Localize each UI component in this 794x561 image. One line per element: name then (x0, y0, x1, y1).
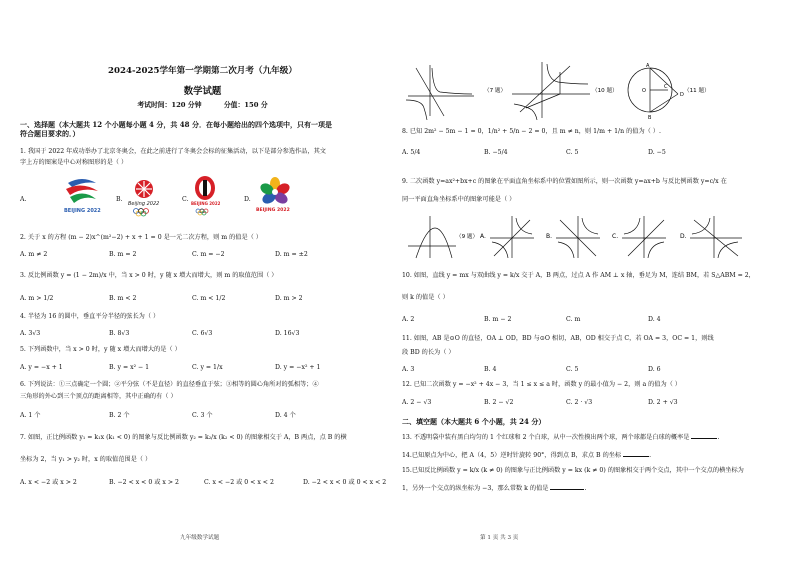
q10-line2: 则 k 的值是（ ） (402, 293, 449, 301)
fig11-label-o: O (642, 88, 646, 94)
q4-option-a[interactable]: A. 3√3 (20, 330, 41, 337)
logo-d-text: BEIJING 2022 (256, 208, 290, 213)
q7-option-a[interactable]: A. x < −2 或 x > 2 (20, 479, 77, 486)
q2-options (20, 251, 355, 259)
q4-option-d[interactable]: D. 16√3 (275, 330, 300, 337)
section1-heading (20, 121, 390, 139)
q11-option-c[interactable]: C. 5 (566, 366, 579, 373)
q15-line1: 15.已知反比例函数 y = k/x (k ≠ 0) 的图象与正比例函数 y = kx (k ≠ 0) 的图象相交于两个交点，其中一个交点的横坐标为 (402, 467, 744, 474)
logo-c-icon (190, 175, 220, 217)
q9-option-a[interactable]: A. (480, 233, 486, 240)
q10-options (402, 316, 730, 324)
q14-text: 14.已知原点为中心，把 A（4，5）逆时针旋转 90°，得到点 B，求点 B 的坐标 (402, 452, 622, 459)
logo-c-text: BEIJING 2022 (191, 201, 220, 206)
exam-time: 考试时间：120 分钟 (137, 101, 202, 109)
q2-option-d[interactable]: D. m = ±2 (275, 251, 308, 258)
q6-line1: 6. 下列说法：①三点确定一个圆；②平分弦（不是直径）的直径垂直于弦；③相等的圆心角所对的弧相等；④ (20, 381, 319, 388)
q1-option-b[interactable]: B. (116, 196, 123, 203)
figure-11-icon (628, 68, 678, 112)
q4-option-b[interactable]: B. 8√3 (109, 330, 130, 337)
q9-option-c-graph-icon (622, 216, 666, 258)
question-11 (402, 335, 777, 357)
q2-option-b[interactable]: B. m = 2 (109, 251, 137, 258)
section2-heading: 二、填空题（本大题共 6 个小题，共 24 分） (402, 417, 546, 426)
q1-option-a[interactable]: A. (20, 196, 27, 203)
q6-option-d[interactable]: D. 4 个 (275, 412, 296, 419)
q11-option-a[interactable]: A. 3 (402, 366, 415, 373)
q9-option-a-graph-icon (490, 216, 534, 258)
logo-b-text: Beijing 2022 (128, 201, 160, 207)
q2-option-c[interactable]: C. m = −2 (192, 251, 225, 258)
exam-title: 2024-2025学年第一学期第二次月考（九年级） (108, 66, 297, 76)
figure-10-icon (512, 62, 590, 120)
question-1 (20, 148, 390, 167)
q5-option-b[interactable]: B. y = x² − 1 (109, 364, 150, 371)
fig11-label-c: C (664, 84, 668, 90)
fig10-caption: （10 题） (592, 88, 618, 94)
q8-option-c[interactable]: C. 5 (566, 149, 579, 156)
q9-option-b-graph-icon (556, 216, 600, 258)
q9-option-d-graph-icon (690, 216, 742, 258)
fig11-label-b: B (648, 115, 652, 121)
q7-option-c[interactable]: C. x < −2 或 0 < x < 2 (204, 479, 274, 486)
q9-fig-caption: （9 题） (456, 234, 479, 240)
q3-option-a[interactable]: A. m > 1/2 (20, 295, 54, 302)
q11-line1: 11. 如图，AB 是⊙O 的直径，OA ⊥ OD，BD 与⊙O 相切，AB，OD 相交于点 C，若 OA = 3，OC = 1，则线 (402, 335, 714, 342)
question-14: 14.已知原点为中心，把 A（4，5）逆时针旋转 90°，得到点 B，求点 B 的坐标 . (402, 452, 652, 459)
q4-option-c[interactable]: C. 6√3 (192, 330, 213, 337)
exam-meta (20, 101, 385, 109)
q1-line2: 字上方的图案是中心对称图形的是（ ） (20, 158, 128, 166)
q10-line1: 10. 如图，直线 y = mx 与双曲线 y = k/x 交于 A，B 两点，过点 A 作 AM ⊥ x 轴，垂足为 M，连结 BM，若 S△ABM = 2， (402, 272, 755, 279)
question-5: 5. 下列函数中，当 x > 0 时，y 随 x 增大而增大的是（ ） (20, 346, 181, 353)
subject-title: 数学试题 (183, 86, 222, 97)
q8-option-a[interactable]: A. 5/4 (402, 149, 421, 156)
fig11-label-d: D (680, 92, 684, 98)
q7-options (20, 479, 398, 487)
question-15 (402, 467, 777, 493)
q12-options (402, 399, 730, 407)
q10-option-d[interactable]: D. 4 (648, 316, 661, 323)
fig11-caption: （11 题） (684, 88, 710, 94)
footer-right: 第 1 页 共 3 页 (480, 535, 519, 541)
figures-row (402, 60, 777, 122)
question-13: 13. 不透明袋中装有黑白均匀的 1 个红球和 2 个白球，从中一次性摸出两个球，两个球都是白球的概率是 . (402, 434, 720, 441)
logo-a-text: BEIJING 2022 (64, 208, 101, 214)
q12-option-a[interactable]: A. 2 − √3 (402, 399, 432, 406)
logo-a-icon (62, 175, 102, 215)
q8-options (402, 149, 730, 157)
q7-option-d[interactable]: D. −2 < x < 0 或 0 < x < 2 (303, 479, 387, 486)
logo-b-icon (124, 175, 164, 217)
question-9 (402, 178, 777, 204)
q15-line2: 1，另外一个交点的纵坐标为 −3，那么常数 k 的值是 (402, 484, 549, 492)
question-10 (402, 272, 777, 302)
section1-heading-line2: 符合题目要求的．） (20, 128, 80, 138)
q5-options (20, 364, 355, 372)
q9-option-c[interactable]: C. (612, 233, 619, 240)
q7-line1: 7. 如图，正比例函数 y₁ = k₁x (k₁ < 0) 的图象与反比例函数 y₂ = k₂/x (k₂ < 0) 的图象相交于 A，B 两点，点 B 的横 (20, 434, 347, 441)
q6-option-c[interactable]: C. 3 个 (192, 412, 213, 419)
question-2: 2. 关于 x 的方程 (m − 2)x^(m²−2) + x + 1 = 0 是一元二次方程，则 m 的值是（ ） (20, 234, 262, 241)
question-6 (20, 381, 390, 401)
footer-left: 九年级数学试题 (180, 535, 220, 541)
q6-option-b[interactable]: B. 2 个 (109, 412, 130, 419)
q6-line2: 三角形的外心到三个顶点的距离相等，其中正确的有（ ） (20, 392, 177, 400)
q9-option-d[interactable]: D. (680, 233, 687, 240)
exam-score: 分值：150 分 (223, 101, 268, 109)
q5-option-a[interactable]: A. y = −x + 1 (20, 364, 63, 371)
q6-options (20, 412, 355, 420)
q1-line1: 1. 我国于 2022 年成功举办了北京冬奥会，在此之前进行了冬奥会会标的征集活动，以下是部分参选作品，其文 (20, 148, 326, 155)
figure-7-icon (406, 65, 474, 120)
q11-option-b[interactable]: B. 4 (484, 366, 497, 373)
q15-answer-blank[interactable] (550, 489, 584, 490)
q7-line2: 坐标为 2，当 y₁ > y₂ 时，x 的取值范围是（ ） (20, 455, 152, 463)
q5-option-c[interactable]: C. y = 1/x (192, 364, 223, 371)
q1-option-d[interactable]: D. (244, 196, 251, 203)
fig7-caption: （7 题） (484, 88, 507, 94)
q13-text: 13. 不透明袋中装有黑白均匀的 1 个红球和 2 个白球，从中一次性摸出两个球，两个球都是白球的概率是 (402, 434, 690, 441)
q10-option-a[interactable]: A. 2 (402, 316, 415, 323)
q4-options (20, 330, 355, 338)
section1-heading-line1: 一、选择题（本大题共 12 个小题每小题 4 分，共 48 分．在每小题给出的四个选项中，只有一项是 (20, 120, 332, 129)
q6-option-a[interactable]: A. 1 个 (20, 412, 41, 419)
question-3: 3. 反比例函数 y = (1 − 2m)/x 中，当 x > 0 时，y 随 x 增大而增大，则 m 的取值范围（ ） (20, 272, 278, 279)
q8-option-b[interactable]: B. −5/4 (484, 149, 508, 156)
q15-line2-wrap: 1，另外一个交点的纵坐标为 −3，那么常数 k 的值是 . (402, 484, 587, 492)
q10-option-b[interactable]: B. m − 2 (484, 316, 512, 323)
q1-option-c[interactable]: C. (182, 196, 189, 203)
q9-line1: 9. 二次函数 y=ax²+bx+c 的图象在平面直角坐标系中的位置如图所示，则一次函数 y=ax+b 与反比例函数 y=c/x 在 (402, 178, 727, 185)
q12-option-d[interactable]: D. 2 + √3 (648, 399, 678, 406)
question-7 (20, 434, 390, 464)
q7-option-b[interactable]: B. −2 < x < 0 或 x > 2 (109, 479, 179, 486)
q3-options (20, 295, 355, 303)
q14-answer-blank[interactable] (623, 456, 649, 457)
q11-options (402, 366, 730, 374)
q13-answer-blank[interactable] (691, 438, 717, 439)
q3-option-b[interactable]: B. m < 2 (109, 295, 137, 302)
question-12: 12. 已知二次函数 y = −x² + 4x − 3，当 1 ≤ x ≤ a 时，函数 y 的最小值为 − 2，则 a 的值为（ ） (402, 381, 681, 388)
fig11-label-a: A (646, 63, 650, 69)
q9-figures (402, 212, 777, 260)
q11-option-d[interactable]: D. 6 (648, 366, 661, 373)
q9-parabola-icon (408, 216, 456, 258)
q9-option-b[interactable]: B. (546, 233, 553, 240)
q3-option-d[interactable]: D. m > 2 (275, 295, 303, 302)
q5-option-d[interactable]: D. y = −x² + 1 (275, 364, 321, 371)
q2-option-a[interactable]: A. m ≠ 2 (20, 251, 48, 258)
question-4: 4. 半径为 16 的圆中，垂直平分半径的弦长为（ ） (20, 313, 160, 320)
q8-option-d[interactable]: D. −5 (648, 149, 666, 156)
q9-line2: 同一平面直角坐标系中的图象可能是（ ） (402, 195, 516, 203)
q3-option-c[interactable]: C. m < 1/2 (192, 295, 226, 302)
question-8: 8. 已知 2m² − 5m − 1 = 0，1/n² + 5/n − 2 = 0，且 m ≠ n，则 1/m + 1/n 的值为（ ）. (402, 128, 661, 135)
logo-d-icon (254, 175, 296, 217)
q12-option-b[interactable]: B. 2 − √2 (484, 399, 514, 406)
q10-option-c[interactable]: C. m (566, 316, 581, 323)
q12-option-c[interactable]: C. 2 · √3 (566, 399, 593, 406)
q11-line2: 段 BD 的长为（ ） (402, 348, 455, 356)
